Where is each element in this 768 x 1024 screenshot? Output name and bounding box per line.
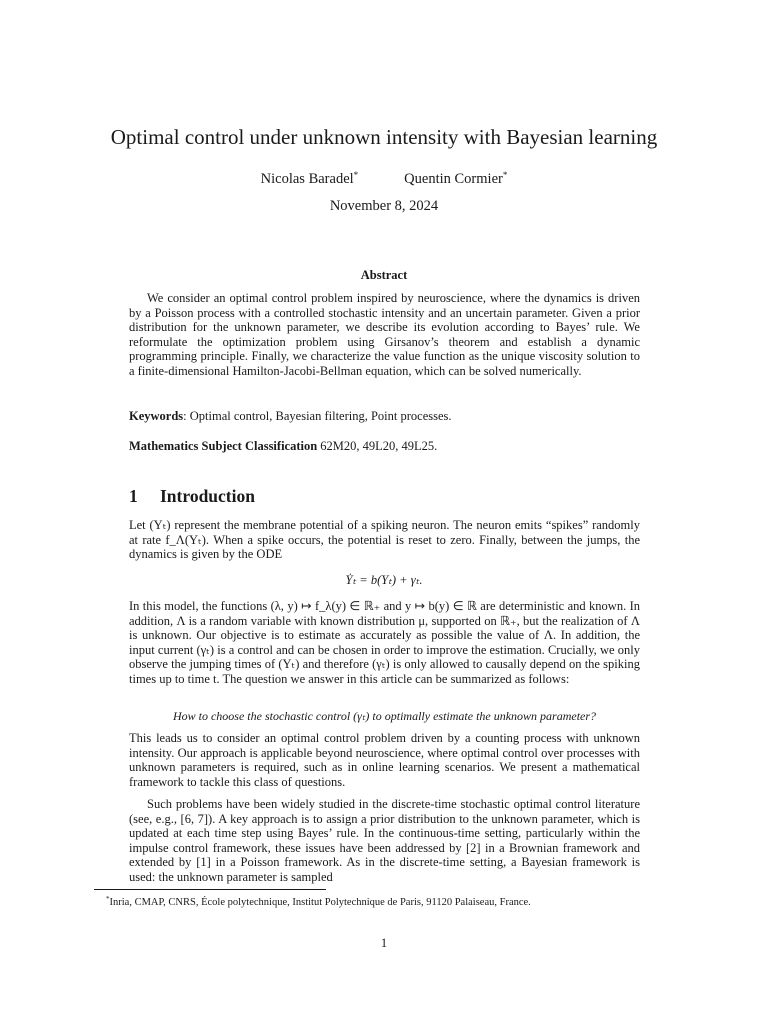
author-footnote-mark: * bbox=[502, 170, 508, 180]
author-name: Nicolas Baradel bbox=[260, 171, 354, 187]
keywords-line bbox=[129, 409, 649, 424]
paragraph: This leads us to consider an optimal control problem driven by a counting process with unknown intensity. Our approach is applicable beyond neuroscience, where optimal control over processes with unknown parameters is required, such as in online learning scenarios. We present a mathematical framework to tackle this class of questions. bbox=[129, 731, 640, 789]
abstract-text: We consider an optimal control problem inspired by neuroscience, where the dynamics is driven by a Poisson process with a controlled stochastic intensity and an uncertain parameter. Given a prior distribution for the unknown parameter, we describe its evolution according to Bayes’ rule. We reformulate the optimization problem using Girsanov’s theorem and establish a dynamic programming principle. Finally, we characterize the value function as the unique viscosity solution to a finite-dimensional Hamilton-Jacobi-Bellman equation, which can be solved numerically. bbox=[129, 291, 640, 378]
author-list bbox=[0, 166, 768, 188]
msc-line bbox=[129, 439, 649, 454]
paragraph: Such problems have been widely studied in the discrete-time stochastic optimal control literature (see, e.g., [6, 7]). A key approach is to assign a prior distribution to the unknown parameter, which is updated at each time step using Bayes’ rule. In the continuous-time setting, particularly within the impulse control framework, these issues have been addressed by [2] in a Brownian framework and extended by [1] in a Poisson framework. As in the discrete-time setting, a Bayesian framework is used: the unknown parameter is sampled bbox=[129, 797, 640, 884]
author-name: Quentin Cormier bbox=[404, 171, 503, 187]
section-number: 1 bbox=[129, 486, 138, 506]
section-title: Introduction bbox=[160, 486, 255, 506]
research-question: How to choose the stochastic control (γₜ) to optimally estimate the unknown parameter? bbox=[172, 709, 597, 723]
paragraph: Let (Yₜ) represent the membrane potential of a spiking neuron. The neuron emits “spikes” randomly at rate f_Λ(Yₜ). When a spike occurs, the potential is reset to zero. Finally, between the jumps, the dynamics is given by the ODE bbox=[129, 518, 640, 562]
msc-text: 62M20, 49L20, 49L25. bbox=[317, 439, 438, 453]
keywords-label: Keywords bbox=[129, 409, 184, 423]
keywords-text: : Optimal control, Bayesian filtering, Point processes. bbox=[183, 409, 452, 423]
paper-title: Optimal control under unknown intensity with Bayesian learning bbox=[110, 125, 658, 149]
msc-label: Mathematics Subject Classification bbox=[129, 439, 318, 453]
footnote bbox=[106, 893, 666, 909]
section-heading bbox=[129, 485, 255, 507]
page-number: 1 bbox=[380, 936, 388, 950]
author bbox=[261, 166, 359, 188]
paper-date: November 8, 2024 bbox=[329, 198, 439, 214]
paragraph: In this model, the functions (λ, y) ↦ f_λ(y) ∈ ℝ₊ and y ↦ b(y) ∈ ℝ are deterministic and known. In addition, Λ is a random variable with known distribution μ, supported on ℝ₊, but the realization of Λ is unknown. Our objective is to estimate as accurately as possible the value of Λ. In addition, the input current (γₜ) is a control and can be chosen in order to improve the estimation. Crucially, we only observe the jumping times of (Yₜ) and therefore (γₜ) is only allowed to causally depend on the spiking times up to time t. The question we answer in this article can be summarized as follows: bbox=[129, 599, 640, 686]
footnote-rule bbox=[94, 889, 326, 890]
author-footnote-mark: * bbox=[353, 170, 359, 180]
abstract-heading: Abstract bbox=[360, 268, 408, 282]
footnote-mark: * bbox=[106, 895, 110, 903]
author bbox=[404, 166, 507, 188]
display-equation: Ẏₜ = b(Yₜ) + γₜ. bbox=[345, 573, 423, 587]
footnote-text: Inria, CMAP, CNRS, École polytechnique, Institut Polytechnique de Paris, 91120 Palaiseau, France. bbox=[109, 897, 531, 908]
